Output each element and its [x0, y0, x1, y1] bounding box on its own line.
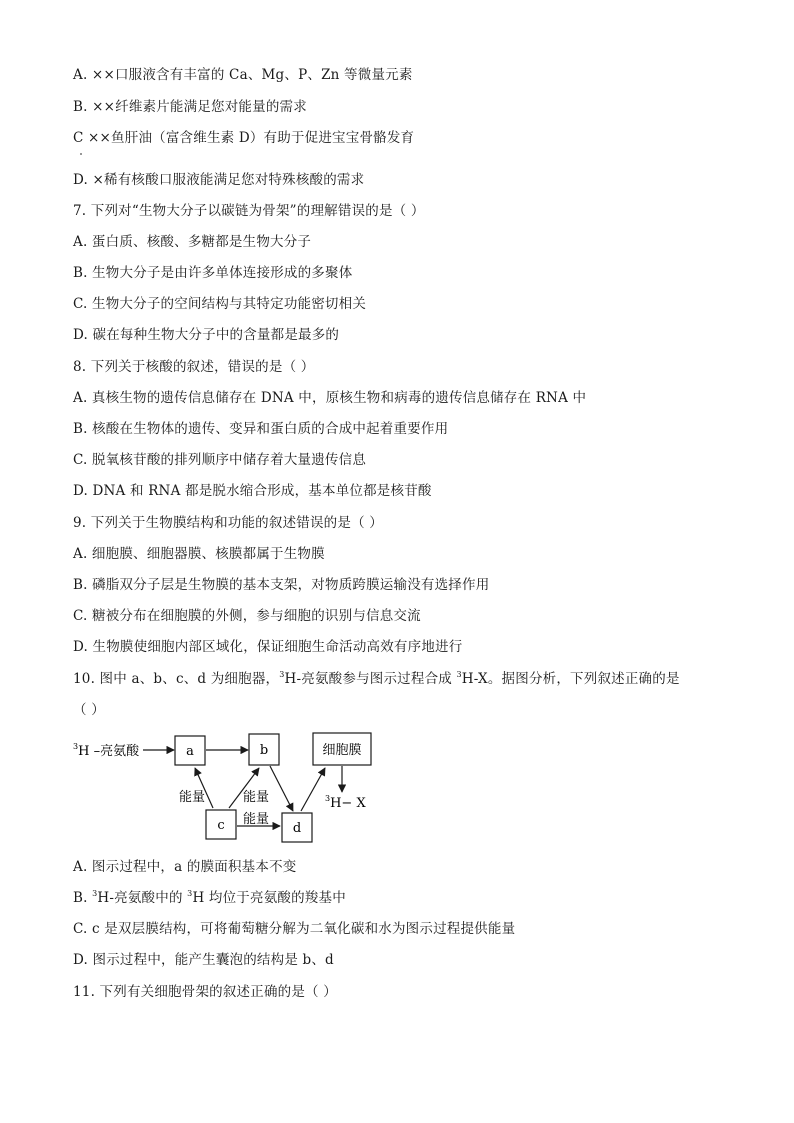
q9-option-c: C. 糖被分布在细胞膜的外侧，参与细胞的识别与信息交流 — [73, 608, 421, 624]
q7-stem: 7. 下列对“生物大分子以碳链为骨架”的理解错误的是（ ） — [73, 203, 425, 219]
q10-option-a: A. 图示过程中，a 的膜面积基本不变 — [73, 859, 297, 875]
q9-option-b: B. 磷脂双分子层是生物膜的基本支架，对物质跨膜运输没有选择作用 — [73, 577, 490, 593]
output-label: $^3$H− X — [325, 794, 366, 811]
arrow-d-to-membrane — [301, 768, 325, 811]
q6-option-d: D. ×稀有核酸口服液能满足您对特殊核酸的需求 — [73, 172, 365, 188]
q10-option-b: B. $^3$H-亮氨酸中的 $^3$H 均位于亮氨酸的羧基中 — [73, 889, 346, 906]
box-d-label: d — [292, 821, 302, 836]
arrow-b-to-d — [270, 766, 293, 811]
energy-label-c-d: 能量 — [243, 812, 270, 827]
q10-stem-paren: （ ） — [73, 702, 105, 718]
q7-option-b: B. 生物大分子是由许多单体连接形成的多聚体 — [73, 265, 353, 281]
q10-stem: 10. 图中 a、b、c、d 为细胞器，$^3$H-亮氨酸参与图示过程合成 $^3$H-X。据图分析，下列叙述正确的是 — [73, 670, 680, 687]
box-c-label: c — [217, 818, 225, 833]
box-a-label: a — [186, 744, 194, 759]
q6-option-b: B. ××纤维素片能满足您对能量的需求 — [73, 99, 307, 115]
q7-option-d: D. 碳在每种生物大分子中的含量都是最多的 — [73, 327, 340, 343]
input-leucine-label: $^3$H –亮氨酸 — [73, 742, 140, 759]
q7-option-c: C. 生物大分子的空间结构与其特定功能密切相关 — [73, 296, 367, 312]
q6-option-a: A. ××口服液含有丰富的 Ca、Mg、P、Zn 等微量元素 — [73, 67, 413, 83]
energy-label-c-b: 能量 — [243, 790, 270, 805]
q8-option-d: D. DNA 和 RNA 都是脱水缩合形成，基本单位都是核苷酸 — [73, 483, 432, 499]
q10-option-c: C. c 是双层膜结构，可将葡萄糖分解为二氧化碳和水为图示过程提供能量 — [73, 921, 516, 937]
q8-stem: 8. 下列关于核酸的叙述，错误的是（ ） — [73, 359, 315, 375]
q8-option-b: B. 核酸在生物体的遗传、变异和蛋白质的合成中起着重要作用 — [73, 421, 449, 437]
q8-option-a: A. 真核生物的遗传信息储存在 DNA 中，原核生物和病毒的遗传信息储存在 RNA 中 — [73, 390, 587, 406]
organelle-process-diagram — [73, 728, 393, 848]
q9-option-d: D. 生物膜使细胞内部区域化，保证细胞生命活动高效有序地进行 — [73, 639, 463, 655]
cell-membrane-label: 细胞膜 — [322, 743, 362, 758]
energy-label-c-a: 能量 — [179, 790, 206, 805]
q9-option-a: A. 细胞膜、细胞器膜、核膜都属于生物膜 — [73, 546, 325, 562]
q6-option-c: C ××鱼肝油（富含维生素 D）有助于促进宝宝骨骼发育 — [73, 130, 415, 146]
stray-dot — [80, 153, 82, 155]
q10-option-d: D. 图示过程中，能产生囊泡的结构是 b、d — [73, 952, 334, 968]
q8-option-c: C. 脱氧核苷酸的排列顺序中储存着大量遗传信息 — [73, 452, 367, 468]
q11-stem: 11. 下列有关细胞骨架的叙述正确的是（ ） — [73, 984, 337, 1000]
q9-stem: 9. 下列关于生物膜结构和功能的叙述错误的是（ ） — [73, 515, 383, 531]
box-b-label: b — [259, 743, 269, 758]
q7-option-a: A. 蛋白质、核酸、多糖都是生物大分子 — [73, 234, 312, 250]
